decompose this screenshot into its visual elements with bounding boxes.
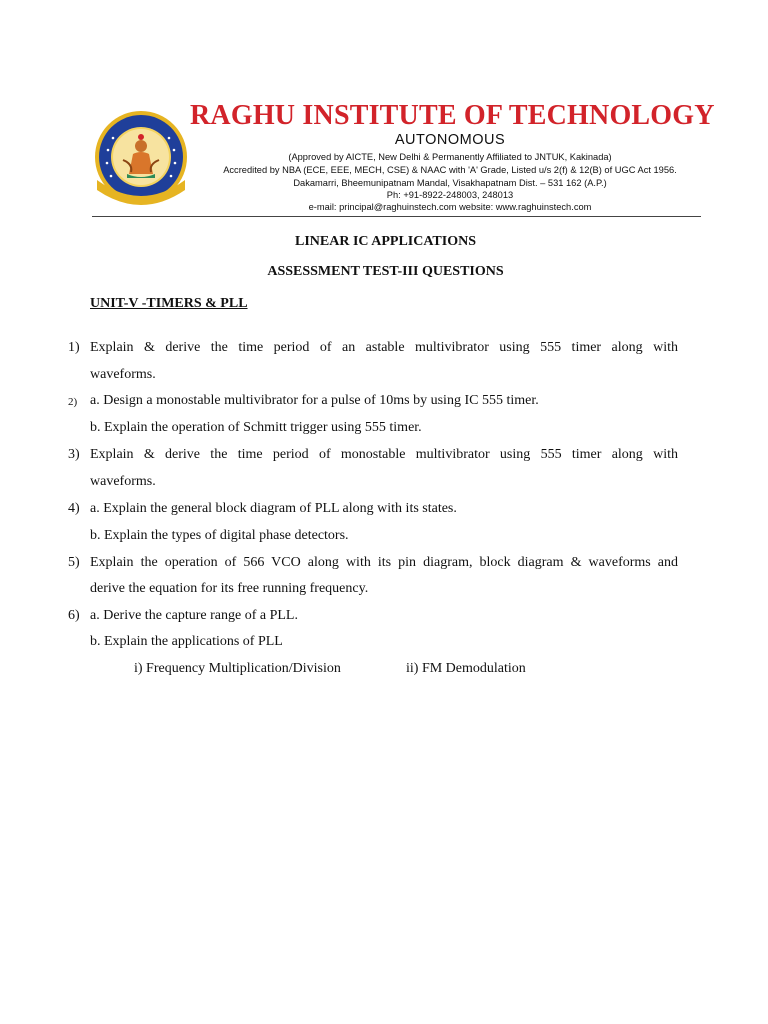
application-item: ii) FM Demodulation <box>406 661 526 676</box>
question-text: b. Explain the operation of Schmitt trigger using 555 timer. <box>90 420 422 435</box>
subject-title: LINEAR IC APPLICATIONS <box>295 234 476 249</box>
application-item: i) Frequency Multiplication/Division <box>134 661 341 676</box>
approval-line: (Approved by AICTE, New Delhi & Permanently Affiliated to JNTUK, Kakinada) <box>288 152 612 162</box>
address-line: Dakamarri, Bheemunipatnam Mandal, Visakhapatnam Dist. – 531 162 (A.P.) <box>293 178 607 188</box>
institute-logo-icon <box>93 108 189 206</box>
contact-line: e-mail: principal@raghuinstech.com website: www.raghuinstech.com <box>308 202 592 212</box>
question-text: a. Explain the general block diagram of PLL along with its states. <box>90 501 457 516</box>
question-number: 6) <box>68 608 80 623</box>
question-number: 3) <box>68 447 80 462</box>
question-text: a. Design a monostable multivibrator for a pulse of 10ms by using IC 555 timer. <box>90 393 539 408</box>
accreditation-line: Accredited by NBA (ECE, EEE, MECH, CSE) & NAAC with 'A' Grade, Listed u/s 2(f) & 12(B) of UGC Act 1956. <box>223 165 677 175</box>
phone-line: Ph: +91-8922-248003, 248013 <box>386 190 514 200</box>
test-title: ASSESSMENT TEST-III QUESTIONS <box>267 264 504 279</box>
autonomous-label: AUTONOMOUS <box>394 132 506 148</box>
question-text: Explain the operation of 566 VCO along with its pin diagram, block diagram & waveforms and <box>90 555 678 570</box>
question-text: b. Explain the types of digital phase detectors. <box>90 528 349 543</box>
question-number: 1) <box>68 340 80 355</box>
question-number: 2) <box>68 396 78 408</box>
question-text: Explain & derive the time period of an astable multivibrator using 555 timer along with <box>90 340 678 355</box>
question-text: waveforms. <box>90 367 156 382</box>
question-text: derive the equation for its free running frequency. <box>90 581 369 596</box>
question-text: a. Derive the capture range of a PLL. <box>90 608 298 623</box>
question-text: b. Explain the applications of PLL <box>90 634 283 649</box>
question-number: 4) <box>68 501 80 516</box>
unit-title: UNIT-V -TIMERS & PLL <box>90 296 248 311</box>
question-text: waveforms. <box>90 474 156 489</box>
institute-name: RAGHU INSTITUTE OF TECHNOLOGY <box>190 100 715 131</box>
question-text: Explain & derive the time period of monostable multivibrator using 555 timer along with <box>90 447 678 462</box>
letterhead-divider <box>92 216 701 217</box>
question-number: 5) <box>68 555 80 570</box>
